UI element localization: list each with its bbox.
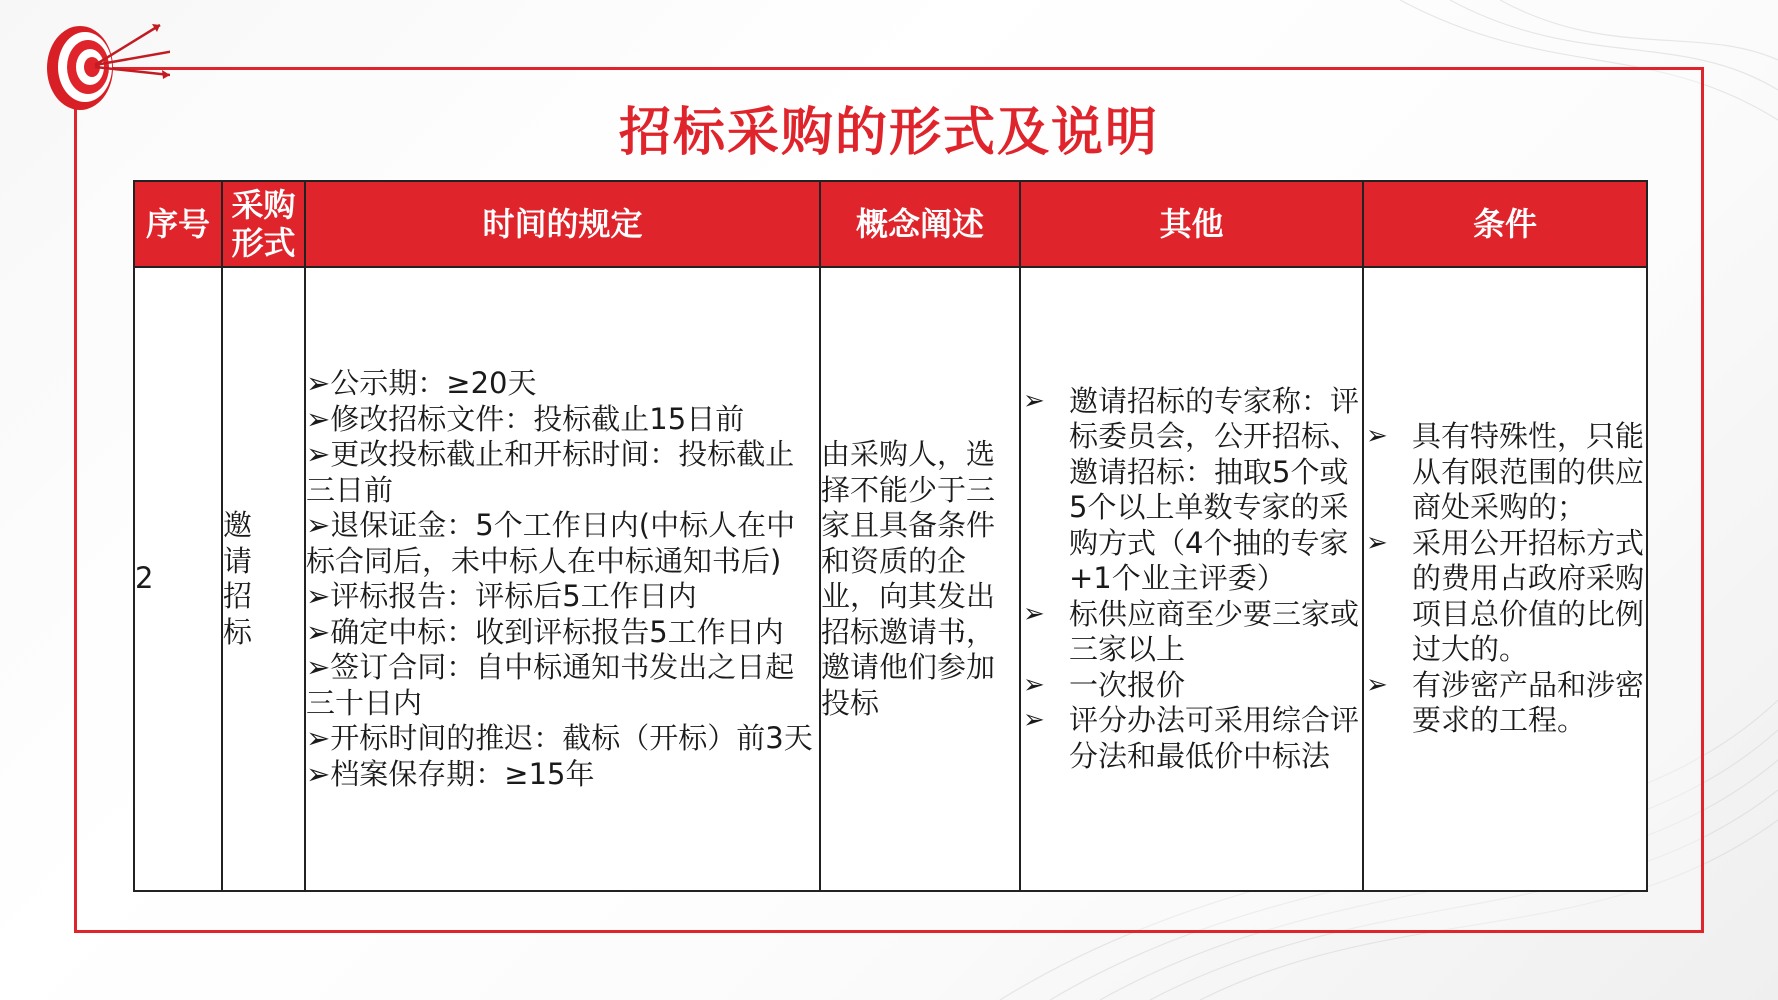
header-time-rules: 时间的规定 [305, 181, 820, 267]
list-item-text: 采用公开招标方式的费用占政府采购项目总价值的比例过大的。 [1412, 525, 1645, 667]
procurement-table [133, 180, 1648, 892]
time-rule-item: ➢签订合同：自中标通知书发出之日起三十日内 [306, 650, 795, 720]
cell-time-rules [305, 267, 820, 891]
cell-other [1020, 267, 1363, 891]
arrow-bullet-icon: ➢ [1366, 527, 1388, 558]
page-title: 招标采购的形式及说明 [618, 103, 1159, 163]
list-item-text: 一次报价 [1069, 667, 1186, 702]
other-list [1021, 384, 1362, 775]
cell-number: 2 [134, 267, 222, 891]
table-row [134, 267, 1647, 891]
header-form: 采购形式 [222, 181, 305, 267]
arrow-bullet-icon: ➢ [1023, 705, 1045, 736]
time-rule-item: ➢确定中标：收到评标报告5工作日内 [306, 614, 784, 649]
time-rule-item: ➢开标时间的推迟：截标（开标）前3天 [306, 721, 813, 755]
list-item [1021, 384, 1362, 597]
time-rule-item: ➢评标报告：评标后5工作日内 [306, 579, 697, 613]
arrow-bullet-icon: ➢ [1366, 421, 1388, 452]
list-item-text: 标供应商至少要三家或三家以上 [1069, 596, 1360, 667]
list-item-text: 邀请招标的专家称：评标委员会，公开招标、邀请招标：抽取5个或5个以上单数专家的采购方式（4个抽的专家+1个业主评委） [1069, 383, 1360, 596]
list-item [1021, 703, 1362, 774]
table-header-row [134, 181, 1647, 267]
list-item [1021, 597, 1362, 668]
arrow-bullet-icon: ➢ [1023, 669, 1045, 700]
list-item [1364, 668, 1646, 739]
cell-form [222, 267, 305, 891]
list-item-text: 评分办法可采用综合评分法和最低价中标法 [1069, 703, 1360, 773]
arrow-bullet-icon: ➢ [1366, 669, 1388, 700]
time-rule-item: ➢退保证金：5个工作日内(中标人在中标合同后，未中标人在中标通知书后) [306, 508, 796, 578]
header-conditions: 条件 [1363, 181, 1647, 267]
list-item [1364, 526, 1646, 668]
list-item-text: 有涉密产品和涉密要求的工程。 [1412, 667, 1645, 738]
form-text: 邀请招标 [223, 508, 269, 649]
header-number: 序号 [134, 181, 222, 267]
time-rule-item: ➢更改投标截止和开标时间：投标截止三日前 [306, 437, 795, 507]
header-other: 其他 [1020, 181, 1363, 267]
arrow-bullet-icon: ➢ [1023, 598, 1045, 629]
header-description: 概念阐述 [820, 181, 1020, 267]
cell-description: 由采购人，选择不能少于三家且具备条件和资质的企业，向其发出招标邀请书，邀请他们参加投标 [820, 267, 1020, 891]
list-item [1364, 419, 1646, 526]
time-rule-item: ➢公示期：≥20天 [306, 366, 537, 400]
time-rule-item: ➢档案保存期：≥15年 [306, 756, 595, 791]
list-item-text: 具有特殊性，只能从有限范围的供应商处采购的； [1412, 419, 1645, 525]
arrow-bullet-icon: ➢ [1023, 385, 1045, 416]
list-item [1021, 668, 1362, 704]
conditions-list [1364, 419, 1646, 739]
cell-conditions [1363, 267, 1647, 891]
time-rule-item: ➢修改招标文件：投标截止15日前 [306, 401, 745, 436]
